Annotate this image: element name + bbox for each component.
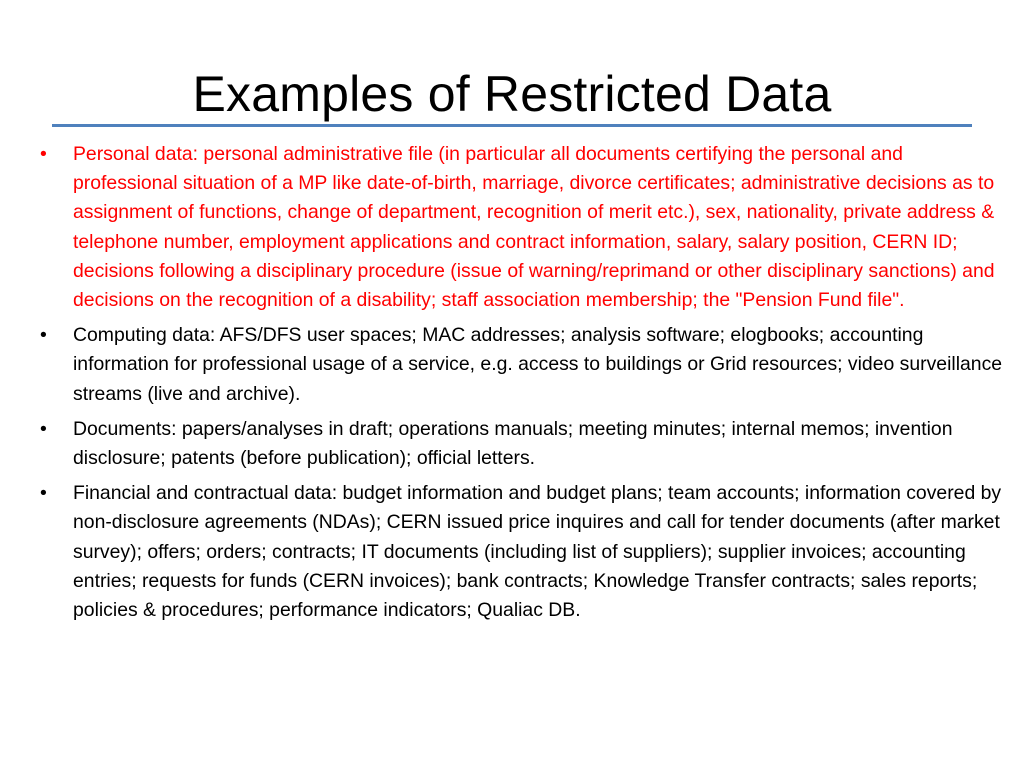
bullet-icon: • <box>40 482 47 505</box>
bullet-icon: • <box>40 324 47 347</box>
bullet-icon: • <box>40 417 47 440</box>
title-underline <box>52 124 972 127</box>
bullet-icon: • <box>40 143 47 165</box>
bullet-documents <box>40 415 1010 473</box>
bullet-list <box>40 140 1010 631</box>
bullet-text: Financial and contractual data: budget information and budget plans; team accounts; information covered by non-disclosure agreements (NDAs); CERN issued price inquires and call for tender documents (after market survey); offers; orders; contracts; IT documents (including list of suppliers); supplier invoices; accounting entries; requests for funds (CERN invoices); bank contracts; Knowledge Transfer contracts; sales reports; policies & procedures; performance indicators; Qualiac DB. <box>73 482 1002 622</box>
bullet-text: Computing data: AFS/DFS user spaces; MAC addresses; analysis software; elogbooks; accounting information for professional usage of a service, e.g. access to buildings or Grid resources; video surveillance streams (live and archive). <box>73 324 1003 405</box>
bullet-personal-data <box>40 140 1010 315</box>
slide-title: Examples of Restricted Data <box>192 66 832 122</box>
bullet-text: Personal data: personal administrative file (in particular all documents certifying the personal and professional situation of a MP like date-of-birth, marriage, divorce certificates; administrative decisions as to assignment of functions, change of department, recognition of merit etc.), sex, nationality, private address & telephone number, employment applications and contract information, salary, salary position, CERN ID; decisions following a disciplinary procedure (issue of warning/reprimand or other disciplinary sanctions) and decisions on the recognition of a disability; staff association membership; the "Pension Fund file". <box>73 143 995 312</box>
bullet-computing-data <box>40 321 1010 409</box>
bullet-financial-data <box>40 479 1010 625</box>
bullet-text: Documents: papers/analyses in draft; operations manuals; meeting minutes; internal memos; invention disclosure; patents (before publication); official letters. <box>73 417 953 470</box>
